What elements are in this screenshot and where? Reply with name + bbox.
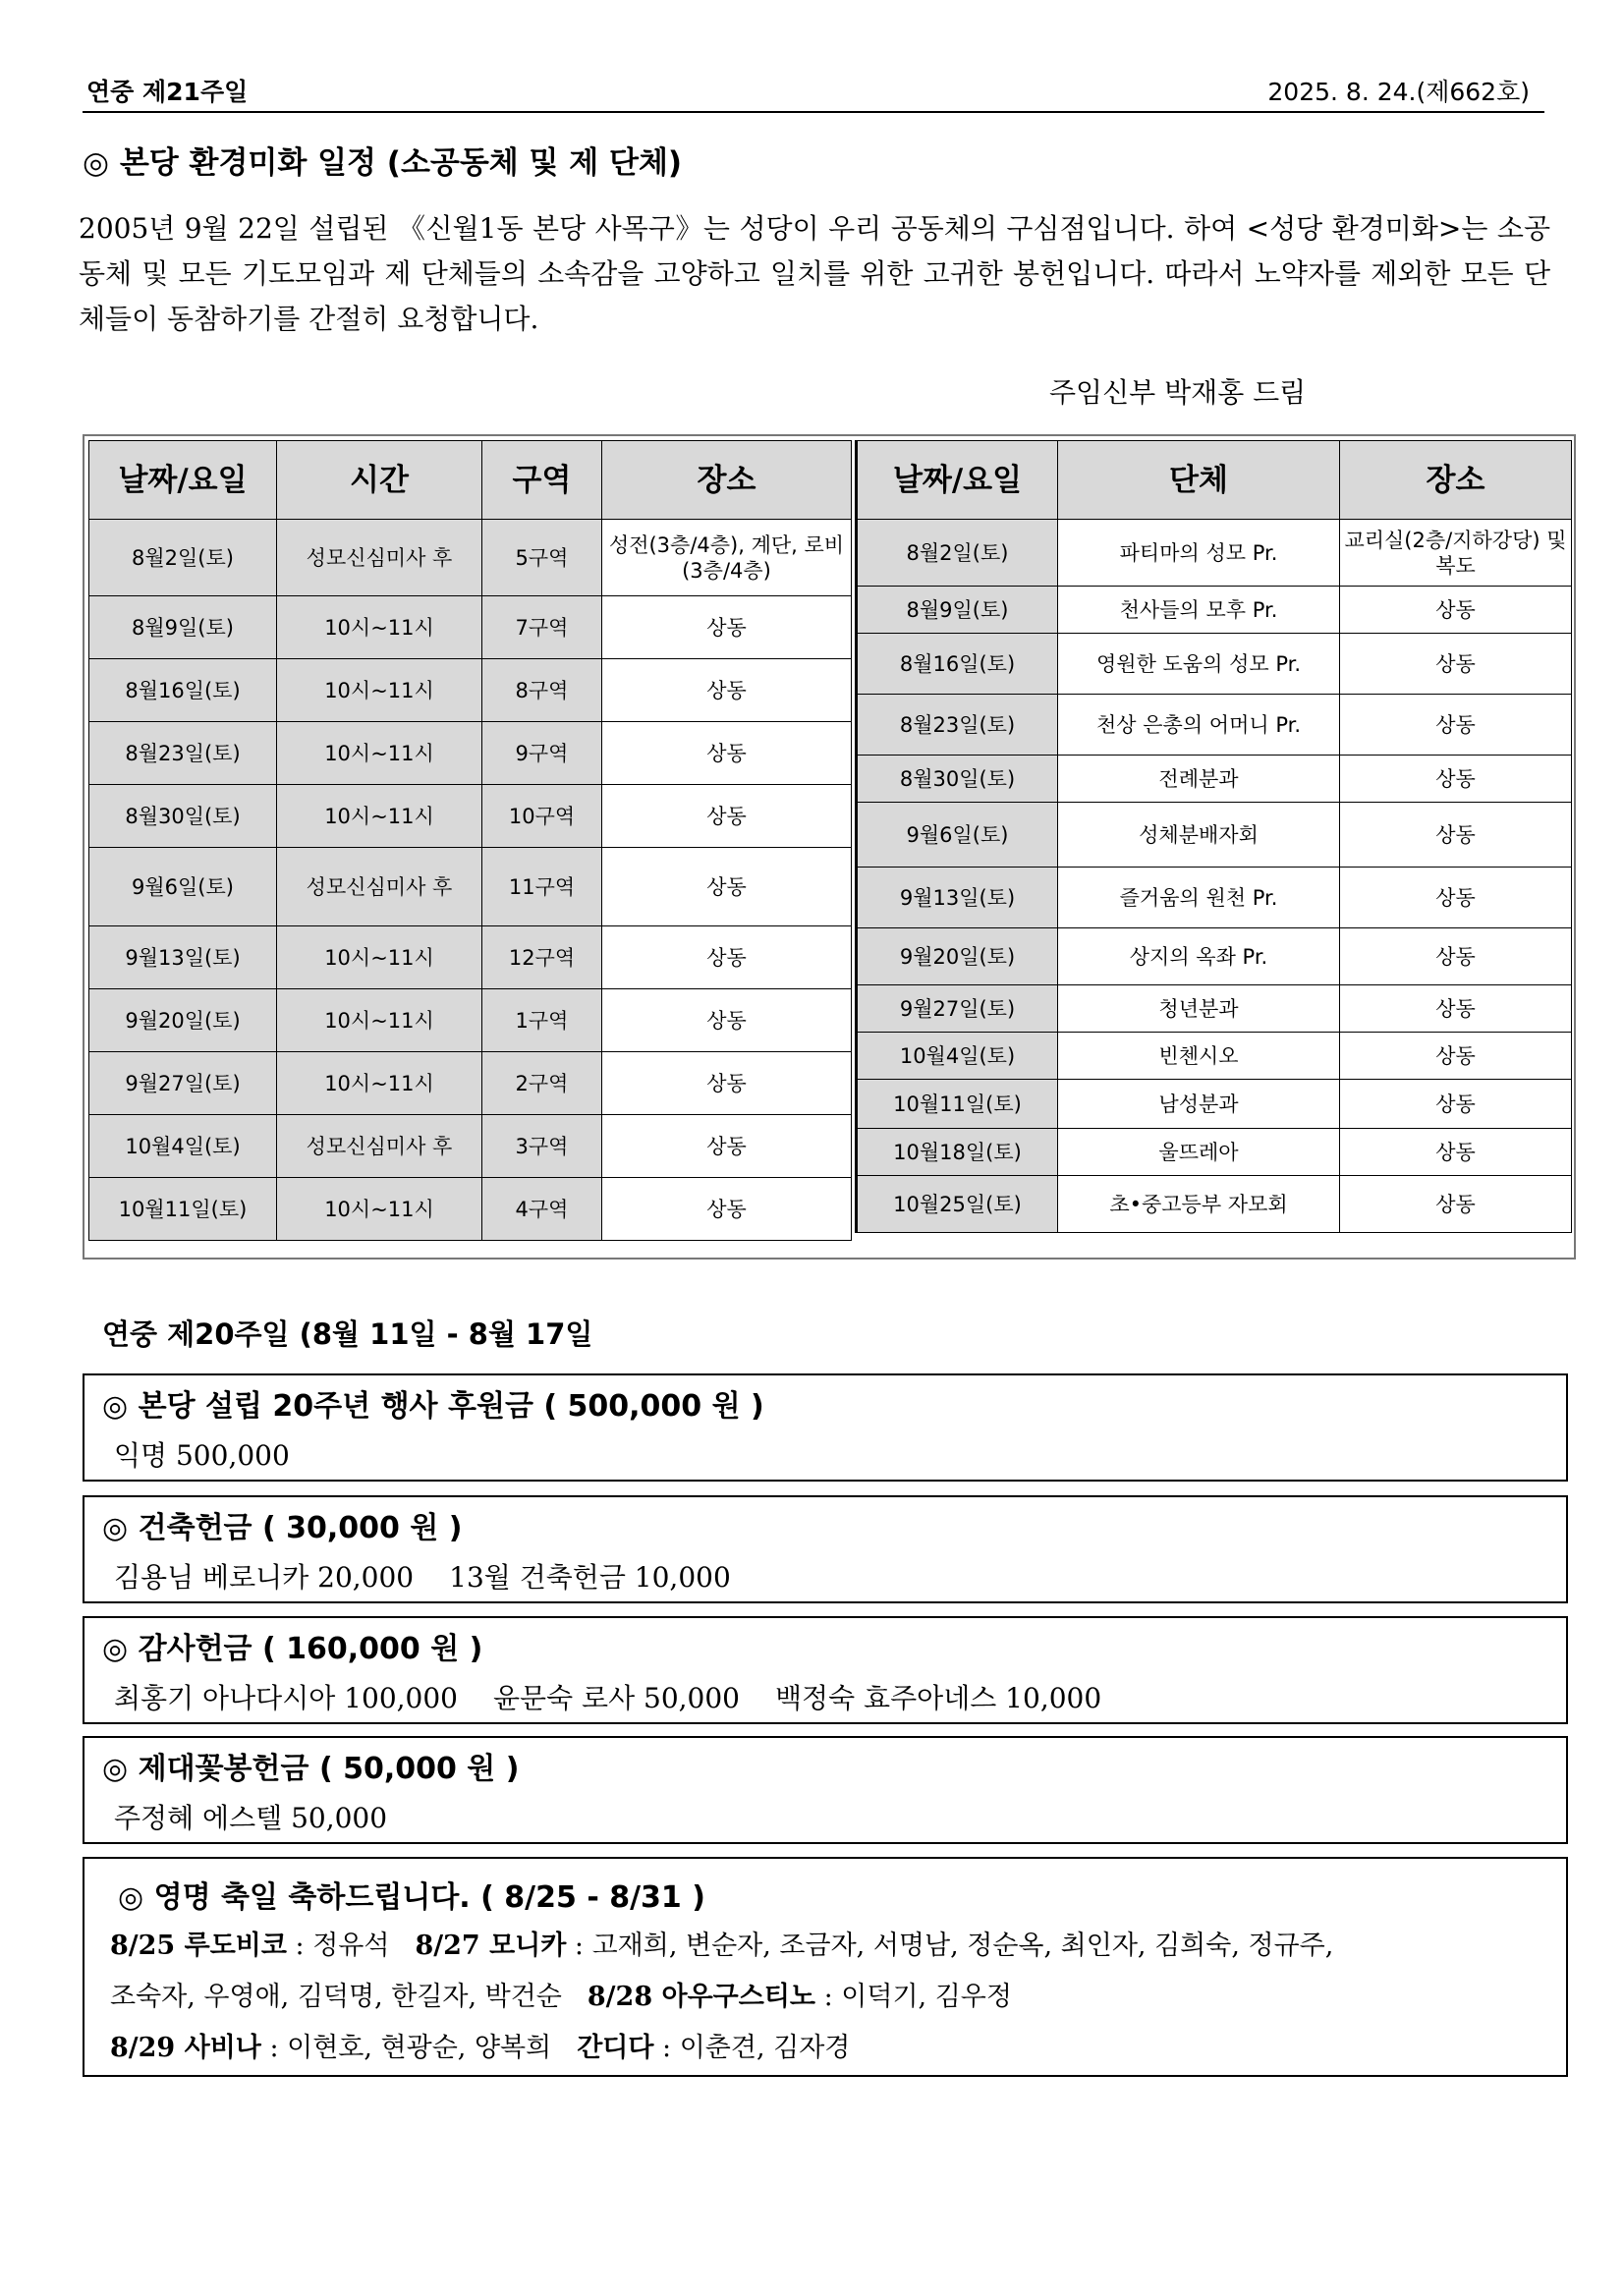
- cell-date: 8월2일(토): [89, 520, 277, 596]
- cell-place: 상동: [1340, 1129, 1572, 1176]
- col-header-area: 구역: [482, 441, 602, 520]
- donation-entry: 윤문숙 로사 50,000: [492, 1682, 740, 1714]
- table-row: [857, 1033, 1572, 1080]
- table-row: [857, 756, 1572, 803]
- donation-box-anniversary: [83, 1373, 1568, 1482]
- table-row: [89, 785, 852, 848]
- cell-area: 1구역: [482, 989, 602, 1052]
- feast-names: : 정유석: [286, 1931, 390, 1961]
- cell-area: 12구역: [482, 926, 602, 989]
- feast-saint: 간디다: [577, 2033, 654, 2063]
- cell-group: 청년분과: [1058, 985, 1340, 1033]
- cell-place: 상동: [602, 1178, 852, 1241]
- cleaning-schedule: [83, 434, 1576, 1260]
- table-row: [89, 659, 852, 722]
- cell-area: 3구역: [482, 1115, 602, 1178]
- donation-box-altar-flowers: [83, 1736, 1568, 1844]
- cell-date: 8월30일(토): [89, 785, 277, 848]
- donation-entry: 익명 500,000: [114, 1439, 290, 1472]
- cell-date: 9월27일(토): [89, 1052, 277, 1115]
- cell-date: 9월6일(토): [89, 848, 277, 926]
- cell-date: 10월4일(토): [89, 1115, 277, 1178]
- cell-place: 상동: [1340, 756, 1572, 803]
- table-row: [857, 695, 1572, 756]
- cell-group: 즐거움의 원천 Pr.: [1058, 868, 1340, 928]
- cell-group: 울뜨레아: [1058, 1129, 1340, 1176]
- feast-saint: 8/28 아우구스티노: [587, 1982, 816, 2012]
- cell-date: 8월2일(토): [857, 520, 1058, 587]
- feast-names: : 이현호, 현광순, 양복희: [260, 2033, 552, 2063]
- donation-entry: 13월 건축헌금 10,000: [449, 1561, 731, 1594]
- table-row: [89, 1052, 852, 1115]
- cell-date: 10월25일(토): [857, 1176, 1058, 1233]
- bulletin-date-issue: 2025. 8. 24.(제662호): [1267, 78, 1530, 106]
- cell-place: 상동: [602, 848, 852, 926]
- cell-date: 8월16일(토): [857, 634, 1058, 695]
- table-row: [89, 926, 852, 989]
- cell-time: 성모신심미사 후: [277, 520, 482, 596]
- table-header-row: [857, 441, 1572, 520]
- table-row: [857, 634, 1572, 695]
- cell-date: 8월30일(토): [857, 756, 1058, 803]
- cell-place: 상동: [1340, 1080, 1572, 1129]
- cell-time: 10시~11시: [277, 722, 482, 785]
- table-row: [857, 803, 1572, 868]
- cell-time: 10시~11시: [277, 1178, 482, 1241]
- table-row: [89, 989, 852, 1052]
- cell-place: 상동: [602, 1052, 852, 1115]
- table-row: [89, 1178, 852, 1241]
- cell-place: 상동: [1340, 695, 1572, 756]
- cell-area: 11구역: [482, 848, 602, 926]
- table-row: [857, 1129, 1572, 1176]
- cell-time: 성모신심미사 후: [277, 1115, 482, 1178]
- donation-box-thanks: [83, 1616, 1568, 1724]
- cell-time: 10시~11시: [277, 1052, 482, 1115]
- cell-place: 상동: [1340, 928, 1572, 985]
- cell-time: 10시~11시: [277, 659, 482, 722]
- cell-area: 2구역: [482, 1052, 602, 1115]
- table-header-row: [89, 441, 852, 520]
- cell-area: 4구역: [482, 1178, 602, 1241]
- cell-area: 8구역: [482, 659, 602, 722]
- table-row: [89, 596, 852, 659]
- cell-place: 상동: [602, 926, 852, 989]
- cell-date: 8월23일(토): [89, 722, 277, 785]
- cell-area: 9구역: [482, 722, 602, 785]
- cell-date: 9월20일(토): [89, 989, 277, 1052]
- group-schedule-table: [855, 440, 1572, 1233]
- cell-place: 상동: [1340, 803, 1572, 868]
- cell-date: 10월4일(토): [857, 1033, 1058, 1080]
- table-row: [857, 520, 1572, 587]
- cell-date: 9월6일(토): [857, 803, 1058, 868]
- feast-names: : 고재희, 변순자, 조금자, 서명남, 정순옥, 최인자, 김희숙, 정규주,: [566, 1931, 1334, 1961]
- cell-date: 8월16일(토): [89, 659, 277, 722]
- donation-box-building: [83, 1495, 1568, 1603]
- cell-place: 상동: [1340, 1176, 1572, 1233]
- donation-entry: 김용님 베로니카 20,000: [114, 1561, 415, 1594]
- donation-entry: 주정혜 에스텔 50,000: [114, 1802, 388, 1834]
- intro-text: 2005년 9월 22일 설립된 《신월1동 본당 사목구》는 성당이 우리 공동체의 구심점입니다. 하여 <성당 환경미화>는 소공동체 및 모든 기도모임과 제 단체들의 소속감을 고양하고 일치를 위한 고귀한 봉헌입니다. 따라서 노약자를 제외한 모든 단체들이 동참하기를 간절히 요청합니다.: [79, 212, 1550, 335]
- table-row: [89, 722, 852, 785]
- cell-area: 10구역: [482, 785, 602, 848]
- intro-paragraph: [79, 206, 1550, 342]
- cell-date: 10월18일(토): [857, 1129, 1058, 1176]
- cell-date: 10월11일(토): [857, 1080, 1058, 1129]
- cell-area: 5구역: [482, 520, 602, 596]
- cell-place: 상동: [602, 659, 852, 722]
- cell-group: 파티마의 성모 Pr.: [1058, 520, 1340, 587]
- cell-group: 전례분과: [1058, 756, 1340, 803]
- table-row: [89, 1115, 852, 1178]
- cell-place: 교리실(2층/지하강당) 및 복도: [1340, 520, 1572, 587]
- donation-title: ◎ 본당 설립 20주년 행사 후원금 ( 500,000 원 ): [102, 1389, 764, 1424]
- cell-group: 초•중고등부 자모회: [1058, 1176, 1340, 1233]
- col-header-place: 장소: [602, 441, 852, 520]
- cell-time: 10시~11시: [277, 596, 482, 659]
- donation-entries: [114, 1797, 387, 1836]
- header-divider: [83, 111, 1544, 113]
- feast-saint: 8/27 모니카: [415, 1931, 567, 1961]
- col-header-group: 단체: [1058, 441, 1340, 520]
- cell-date: 9월13일(토): [89, 926, 277, 989]
- cell-place: 상동: [1340, 985, 1572, 1033]
- cell-time: 성모신심미사 후: [277, 848, 482, 926]
- cell-date: 8월9일(토): [89, 596, 277, 659]
- donation-title: ◎ 감사헌금 ( 160,000 원 ): [102, 1632, 483, 1666]
- pastor-signature: 주임신부 박재홍 드림: [1049, 376, 1307, 409]
- table-row: [857, 587, 1572, 634]
- col-header-date: 날짜/요일: [89, 441, 277, 520]
- table-row: [857, 868, 1572, 928]
- cell-place: 상동: [1340, 1033, 1572, 1080]
- cell-place: 상동: [1340, 868, 1572, 928]
- feast-line: [110, 1924, 1333, 1962]
- col-header-place: 장소: [1340, 441, 1572, 520]
- section-title: ◎ 본당 환경미화 일정 (소공동체 및 제 단체): [83, 145, 683, 181]
- bulletin-week-label: 연중 제21주일: [86, 78, 249, 106]
- feast-line: [110, 2026, 850, 2064]
- table-row: [89, 520, 852, 596]
- table-row: [89, 848, 852, 926]
- donation-entries: [114, 1434, 290, 1474]
- cell-date: 8월23일(토): [857, 695, 1058, 756]
- cell-place: 성전(3층/4층), 계단, 로비(3층/4층): [602, 520, 852, 596]
- cell-time: 10시~11시: [277, 785, 482, 848]
- feast-title: ◎ 영명 축일 축하드립니다. ( 8/25 - 8/31 ): [118, 1880, 705, 1915]
- cell-date: 8월9일(토): [857, 587, 1058, 634]
- cell-place: 상동: [602, 1115, 852, 1178]
- cell-date: 9월13일(토): [857, 868, 1058, 928]
- table-row: [857, 1176, 1572, 1233]
- cell-time: 10시~11시: [277, 989, 482, 1052]
- feast-names: : 이덕기, 김우정: [815, 1982, 1012, 2012]
- feast-names: 조숙자, 우영애, 김덕명, 한길자, 박건순: [110, 1982, 562, 2012]
- cell-area: 7구역: [482, 596, 602, 659]
- donation-title: ◎ 제대꽃봉헌금 ( 50,000 원 ): [102, 1752, 520, 1786]
- feast-names: : 이춘견, 김자경: [653, 2033, 851, 2063]
- cell-place: 상동: [1340, 587, 1572, 634]
- area-schedule-table: [88, 440, 852, 1241]
- table-row: [857, 1080, 1572, 1129]
- donation-entry: 최홍기 아나다시아 100,000: [114, 1682, 458, 1714]
- cell-group: 상지의 옥좌 Pr.: [1058, 928, 1340, 985]
- cell-date: 10월11일(토): [89, 1178, 277, 1241]
- feast-saint: 8/25 루도비코: [110, 1931, 287, 1961]
- feast-line: [110, 1975, 1012, 2013]
- cell-group: 영원한 도움의 성모 Pr.: [1058, 634, 1340, 695]
- donation-entry: 백정숙 효주아네스 10,000: [775, 1682, 1102, 1714]
- table-row: [857, 928, 1572, 985]
- feast-day-box: [83, 1857, 1568, 2077]
- cell-place: 상동: [602, 596, 852, 659]
- donation-entries: [114, 1556, 731, 1596]
- donation-entries: [114, 1677, 1101, 1716]
- cell-place: 상동: [602, 989, 852, 1052]
- cell-date: 9월20일(토): [857, 928, 1058, 985]
- cell-group: 성체분배자회: [1058, 803, 1340, 868]
- donation-title: ◎ 건축헌금 ( 30,000 원 ): [102, 1511, 463, 1545]
- feast-saint: 8/29 사비나: [110, 2033, 261, 2063]
- col-header-time: 시간: [277, 441, 482, 520]
- cell-date: 9월27일(토): [857, 985, 1058, 1033]
- cell-time: 10시~11시: [277, 926, 482, 989]
- cell-group: 빈첸시오: [1058, 1033, 1340, 1080]
- cell-group: 남성분과: [1058, 1080, 1340, 1129]
- cell-place: 상동: [602, 722, 852, 785]
- table-row: [857, 985, 1572, 1033]
- week-donations-title: 연중 제20주일 (8월 11일 - 8월 17일: [102, 1317, 593, 1351]
- cell-place: 상동: [602, 785, 852, 848]
- col-header-date: 날짜/요일: [857, 441, 1058, 520]
- cell-group: 천사들의 모후 Pr.: [1058, 587, 1340, 634]
- cell-group: 천상 은총의 어머니 Pr.: [1058, 695, 1340, 756]
- cell-place: 상동: [1340, 634, 1572, 695]
